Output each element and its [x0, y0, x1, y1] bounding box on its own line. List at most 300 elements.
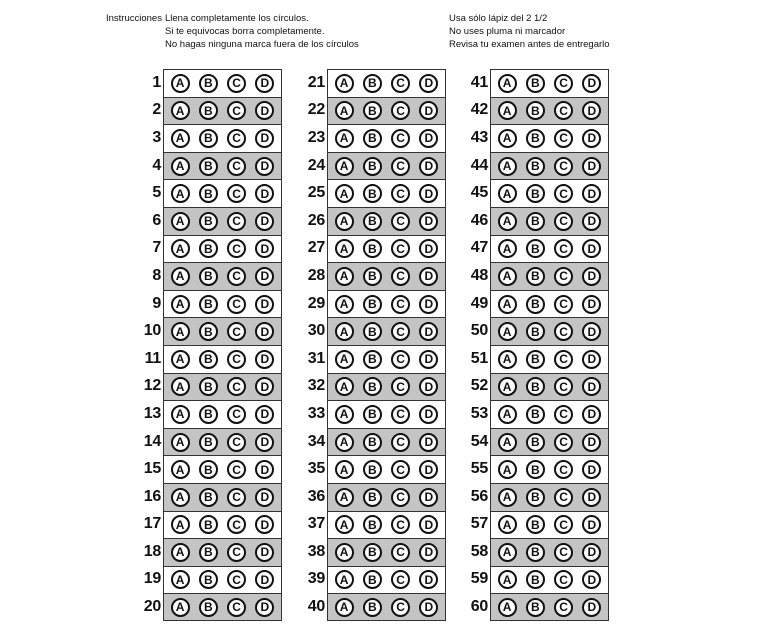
answer-bubble-c[interactable]: C	[554, 570, 573, 589]
answer-bubble-b[interactable]: B	[199, 157, 218, 176]
answer-bubble-c[interactable]: C	[227, 460, 246, 479]
answer-column-2	[296, 69, 446, 621]
answer-bubble-a[interactable]: A	[335, 74, 354, 93]
answer-bubble-d[interactable]: D	[582, 515, 601, 534]
answer-bubble-b[interactable]: B	[199, 433, 218, 452]
answer-bubble-a[interactable]: A	[171, 239, 190, 258]
answer-bubble-b[interactable]: B	[363, 460, 382, 479]
answer-box	[490, 69, 609, 97]
answer-bubble-c[interactable]: C	[554, 515, 573, 534]
answer-bubble-d[interactable]: D	[419, 322, 438, 341]
answer-bubble-c[interactable]: C	[554, 157, 573, 176]
answer-bubble-c[interactable]: C	[227, 433, 246, 452]
answer-bubble-b[interactable]: B	[199, 488, 218, 507]
answer-bubble-d[interactable]: D	[255, 129, 274, 148]
answer-box	[327, 345, 446, 373]
answer-bubble-b[interactable]: B	[526, 184, 545, 203]
answer-bubble-d[interactable]: D	[255, 157, 274, 176]
answer-bubble-d[interactable]: D	[255, 74, 274, 93]
question-row	[459, 262, 609, 290]
answer-bubble-a[interactable]: A	[498, 239, 517, 258]
question-number: 40	[307, 598, 325, 616]
answer-bubble-c[interactable]: C	[391, 322, 410, 341]
answer-bubble-d[interactable]: D	[255, 570, 274, 589]
answer-bubble-a[interactable]: A	[498, 460, 517, 479]
answer-bubble-a[interactable]: A	[498, 377, 517, 396]
answer-bubble-c[interactable]: C	[554, 488, 573, 507]
answer-bubble-c[interactable]: C	[227, 295, 246, 314]
answer-bubble-a[interactable]: A	[335, 570, 354, 589]
answer-bubble-c[interactable]: C	[554, 377, 573, 396]
question-row	[132, 235, 282, 263]
answer-bubble-a[interactable]: A	[335, 322, 354, 341]
question-number: 17	[143, 515, 161, 533]
question-number: 48	[470, 266, 488, 284]
question-number: 55	[470, 460, 488, 478]
answer-bubble-a[interactable]: A	[498, 598, 517, 617]
answer-bubble-b[interactable]: B	[526, 350, 545, 369]
answer-column-3	[459, 69, 609, 621]
question-row	[459, 483, 609, 511]
answer-bubble-b[interactable]: B	[363, 322, 382, 341]
question-row	[296, 152, 446, 180]
answer-bubble-c[interactable]: C	[391, 239, 410, 258]
answer-bubble-a[interactable]: A	[498, 74, 517, 93]
answer-bubble-d[interactable]: D	[582, 488, 601, 507]
answer-bubble-a[interactable]: A	[335, 184, 354, 203]
answer-bubble-d[interactable]: D	[255, 377, 274, 396]
answer-bubble-b[interactable]: B	[363, 405, 382, 424]
answer-bubble-b[interactable]: B	[526, 460, 545, 479]
answer-bubble-d[interactable]: D	[419, 460, 438, 479]
question-number: 31	[307, 349, 325, 367]
answer-bubble-b[interactable]: B	[199, 101, 218, 120]
question-row	[132, 428, 282, 456]
answer-bubble-b[interactable]: B	[526, 488, 545, 507]
answer-bubble-a[interactable]: A	[498, 350, 517, 369]
answer-bubble-d[interactable]: D	[419, 515, 438, 534]
answer-bubble-d[interactable]: D	[582, 570, 601, 589]
answer-bubble-c[interactable]: C	[391, 433, 410, 452]
answer-bubble-c[interactable]: C	[227, 405, 246, 424]
answer-bubble-d[interactable]: D	[255, 543, 274, 562]
question-number: 59	[470, 570, 488, 588]
answer-box	[163, 97, 282, 125]
answer-bubble-a[interactable]: A	[171, 377, 190, 396]
answer-bubble-a[interactable]: A	[171, 212, 190, 231]
answer-bubble-d[interactable]: D	[582, 405, 601, 424]
answer-bubble-c[interactable]: C	[554, 433, 573, 452]
answer-bubble-d[interactable]: D	[582, 350, 601, 369]
answer-bubble-d[interactable]: D	[255, 101, 274, 120]
answer-bubble-c[interactable]: C	[391, 101, 410, 120]
question-row	[459, 538, 609, 566]
answer-bubble-a[interactable]: A	[335, 543, 354, 562]
answer-bubble-d[interactable]: D	[419, 212, 438, 231]
answer-bubble-c[interactable]: C	[554, 267, 573, 286]
answer-bubble-b[interactable]: B	[363, 74, 382, 93]
question-number: 15	[143, 460, 161, 478]
answer-bubble-d[interactable]: D	[419, 101, 438, 120]
answer-bubble-c[interactable]: C	[554, 322, 573, 341]
answer-bubble-b[interactable]: B	[526, 377, 545, 396]
answer-bubble-a[interactable]: A	[498, 184, 517, 203]
answer-bubble-a[interactable]: A	[171, 101, 190, 120]
answer-bubble-d[interactable]: D	[255, 405, 274, 424]
answer-bubble-d[interactable]: D	[582, 129, 601, 148]
answer-bubble-a[interactable]: A	[335, 239, 354, 258]
answer-bubble-c[interactable]: C	[391, 598, 410, 617]
answer-bubble-d[interactable]: D	[255, 350, 274, 369]
answer-bubble-a[interactable]: A	[171, 350, 190, 369]
answer-bubble-c[interactable]: C	[227, 74, 246, 93]
question-row	[459, 317, 609, 345]
answer-bubble-a[interactable]: A	[335, 212, 354, 231]
answer-box	[163, 207, 282, 235]
answer-bubble-b[interactable]: B	[199, 267, 218, 286]
answer-bubble-d[interactable]: D	[419, 184, 438, 203]
answer-bubble-b[interactable]: B	[199, 405, 218, 424]
answer-bubble-c[interactable]: C	[227, 322, 246, 341]
answer-bubble-c[interactable]: C	[554, 598, 573, 617]
answer-bubble-a[interactable]: A	[498, 101, 517, 120]
answer-bubble-d[interactable]: D	[255, 488, 274, 507]
answer-bubble-c[interactable]: C	[554, 212, 573, 231]
answer-bubble-b[interactable]: B	[363, 267, 382, 286]
answer-bubble-c[interactable]: C	[227, 212, 246, 231]
answer-box	[163, 262, 282, 290]
answer-bubble-b[interactable]: B	[526, 157, 545, 176]
question-row	[459, 593, 609, 621]
answer-bubble-d[interactable]: D	[419, 129, 438, 148]
answer-bubble-d[interactable]: D	[582, 184, 601, 203]
answer-bubble-b[interactable]: B	[199, 515, 218, 534]
answer-bubble-d[interactable]: D	[419, 350, 438, 369]
answer-bubble-b[interactable]: B	[199, 350, 218, 369]
answer-bubble-d[interactable]: D	[419, 598, 438, 617]
answer-bubble-b[interactable]: B	[199, 74, 218, 93]
question-number: 42	[470, 101, 488, 119]
answer-bubble-c[interactable]: C	[227, 377, 246, 396]
answer-bubble-a[interactable]: A	[498, 515, 517, 534]
answer-bubble-a[interactable]: A	[171, 515, 190, 534]
answer-box	[327, 538, 446, 566]
answer-bubble-c[interactable]: C	[391, 543, 410, 562]
answer-bubble-b[interactable]: B	[363, 570, 382, 589]
answer-bubble-a[interactable]: A	[171, 460, 190, 479]
question-row	[296, 566, 446, 594]
answer-bubble-a[interactable]: A	[335, 598, 354, 617]
question-number: 43	[470, 128, 488, 146]
answer-bubble-d[interactable]: D	[582, 377, 601, 396]
answer-bubble-a[interactable]: A	[335, 377, 354, 396]
question-row	[296, 511, 446, 539]
answer-bubble-c[interactable]: C	[554, 129, 573, 148]
answer-bubble-d[interactable]: D	[582, 598, 601, 617]
answer-bubble-d[interactable]: D	[419, 543, 438, 562]
answer-bubble-a[interactable]: A	[498, 267, 517, 286]
answer-bubble-a[interactable]: A	[498, 129, 517, 148]
answer-bubble-c[interactable]: C	[554, 74, 573, 93]
answer-bubble-a[interactable]: A	[171, 488, 190, 507]
answer-box	[327, 373, 446, 401]
answer-bubble-a[interactable]: A	[498, 543, 517, 562]
answer-bubble-c[interactable]: C	[391, 460, 410, 479]
question-row	[459, 235, 609, 263]
answer-bubble-b[interactable]: B	[199, 598, 218, 617]
answer-bubble-b[interactable]: B	[199, 322, 218, 341]
answer-bubble-c[interactable]: C	[391, 212, 410, 231]
answer-bubble-b[interactable]: B	[526, 433, 545, 452]
answer-bubble-a[interactable]: A	[171, 184, 190, 203]
answer-bubble-b[interactable]: B	[363, 488, 382, 507]
answer-bubble-b[interactable]: B	[199, 239, 218, 258]
answer-box	[163, 124, 282, 152]
answer-bubble-a[interactable]: A	[335, 405, 354, 424]
answer-bubble-b[interactable]: B	[526, 129, 545, 148]
answer-bubble-d[interactable]: D	[255, 267, 274, 286]
answer-bubble-c[interactable]: C	[227, 350, 246, 369]
answer-bubble-d[interactable]: D	[582, 322, 601, 341]
answer-bubble-b[interactable]: B	[199, 377, 218, 396]
answer-bubble-a[interactable]: A	[335, 101, 354, 120]
answer-bubble-c[interactable]: C	[554, 460, 573, 479]
answer-bubble-d[interactable]: D	[582, 295, 601, 314]
answer-bubble-a[interactable]: A	[171, 405, 190, 424]
question-row	[296, 97, 446, 125]
answer-bubble-b[interactable]: B	[199, 129, 218, 148]
answer-bubble-c[interactable]: C	[554, 184, 573, 203]
answer-bubble-d[interactable]: D	[255, 322, 274, 341]
answer-bubble-d[interactable]: D	[255, 515, 274, 534]
answer-bubble-c[interactable]: C	[391, 515, 410, 534]
answer-bubble-b[interactable]: B	[199, 212, 218, 231]
answer-bubble-b[interactable]: B	[526, 295, 545, 314]
answer-bubble-c[interactable]: C	[391, 488, 410, 507]
answer-bubble-b[interactable]: B	[363, 101, 382, 120]
answer-bubble-a[interactable]: A	[498, 433, 517, 452]
question-row	[132, 69, 282, 97]
answer-bubble-c[interactable]: C	[227, 570, 246, 589]
answer-bubble-b[interactable]: B	[363, 433, 382, 452]
answer-bubble-a[interactable]: A	[171, 267, 190, 286]
answer-bubble-c[interactable]: C	[554, 350, 573, 369]
answer-box	[490, 290, 609, 318]
answer-bubble-c[interactable]: C	[227, 129, 246, 148]
instruction-line: Llena completamente los círculos.	[165, 13, 309, 24]
answer-bubble-b[interactable]: B	[363, 157, 382, 176]
answer-bubble-c[interactable]: C	[391, 157, 410, 176]
answer-bubble-a[interactable]: A	[171, 157, 190, 176]
answer-bubble-c[interactable]: C	[554, 405, 573, 424]
answer-box	[490, 152, 609, 180]
answer-bubble-b[interactable]: B	[199, 570, 218, 589]
answer-bubble-b[interactable]: B	[363, 239, 382, 258]
answer-bubble-b[interactable]: B	[526, 239, 545, 258]
answer-bubble-a[interactable]: A	[335, 295, 354, 314]
answer-bubble-b[interactable]: B	[526, 101, 545, 120]
question-row	[296, 538, 446, 566]
answer-box	[490, 124, 609, 152]
answer-box	[163, 538, 282, 566]
answer-bubble-d[interactable]: D	[582, 239, 601, 258]
answer-box	[327, 152, 446, 180]
answer-bubble-b[interactable]: B	[526, 515, 545, 534]
answer-bubble-b[interactable]: B	[363, 377, 382, 396]
question-row	[132, 345, 282, 373]
answer-bubble-a[interactable]: A	[335, 433, 354, 452]
answer-bubble-d[interactable]: D	[419, 377, 438, 396]
answer-bubble-d[interactable]: D	[419, 74, 438, 93]
answer-bubble-b[interactable]: B	[363, 129, 382, 148]
answer-bubble-d[interactable]: D	[255, 184, 274, 203]
answer-bubble-a[interactable]: A	[171, 570, 190, 589]
answer-bubble-a[interactable]: A	[498, 212, 517, 231]
question-number: 6	[152, 211, 161, 229]
answer-bubble-a[interactable]: A	[335, 515, 354, 534]
answer-bubble-d[interactable]: D	[582, 101, 601, 120]
answer-bubble-a[interactable]: A	[171, 129, 190, 148]
answer-bubble-a[interactable]: A	[498, 157, 517, 176]
answer-bubble-c[interactable]: C	[227, 267, 246, 286]
answer-bubble-a[interactable]: A	[171, 295, 190, 314]
answer-bubble-c[interactable]: C	[391, 267, 410, 286]
answer-bubble-c[interactable]: C	[227, 157, 246, 176]
answer-bubble-d[interactable]: D	[419, 239, 438, 258]
answer-bubble-d[interactable]: D	[582, 543, 601, 562]
question-row	[459, 566, 609, 594]
answer-bubble-d[interactable]: D	[582, 433, 601, 452]
question-number: 3	[152, 128, 161, 146]
answer-bubble-d[interactable]: D	[419, 405, 438, 424]
answer-bubble-b[interactable]: B	[199, 295, 218, 314]
answer-bubble-b[interactable]: B	[526, 570, 545, 589]
question-number: 27	[307, 239, 325, 257]
answer-box	[163, 179, 282, 207]
answer-bubble-b[interactable]: B	[363, 295, 382, 314]
answer-bubble-b[interactable]: B	[363, 184, 382, 203]
answer-bubble-b[interactable]: B	[363, 515, 382, 534]
answer-bubble-b[interactable]: B	[363, 543, 382, 562]
answer-bubble-d[interactable]: D	[255, 598, 274, 617]
question-row	[459, 179, 609, 207]
answer-bubble-d[interactable]: D	[419, 295, 438, 314]
answer-bubble-c[interactable]: C	[227, 598, 246, 617]
answer-bubble-a[interactable]: A	[171, 598, 190, 617]
answer-bubble-d[interactable]: D	[582, 267, 601, 286]
answer-bubble-c[interactable]: C	[391, 405, 410, 424]
answer-bubble-c[interactable]: C	[391, 74, 410, 93]
answer-box	[327, 97, 446, 125]
question-row	[296, 373, 446, 401]
answer-bubble-b[interactable]: B	[526, 598, 545, 617]
answer-bubble-a[interactable]: A	[335, 157, 354, 176]
answer-bubble-c[interactable]: C	[227, 488, 246, 507]
answer-bubble-c[interactable]: C	[227, 515, 246, 534]
answer-box	[327, 455, 446, 483]
answer-bubble-c[interactable]: C	[227, 184, 246, 203]
answer-box	[163, 290, 282, 318]
answer-bubble-a[interactable]: A	[498, 322, 517, 341]
question-row	[296, 124, 446, 152]
answer-bubble-a[interactable]: A	[171, 74, 190, 93]
answer-bubble-c[interactable]: C	[391, 570, 410, 589]
answer-bubble-b[interactable]: B	[526, 267, 545, 286]
question-row	[296, 400, 446, 428]
answer-bubble-a[interactable]: A	[498, 405, 517, 424]
answer-bubble-a[interactable]: A	[498, 488, 517, 507]
answer-bubble-b[interactable]: B	[526, 74, 545, 93]
answer-bubble-c[interactable]: C	[227, 239, 246, 258]
answer-bubble-c[interactable]: C	[554, 543, 573, 562]
answer-bubble-c[interactable]: C	[391, 350, 410, 369]
question-number: 9	[152, 294, 161, 312]
answer-bubble-a[interactable]: A	[335, 460, 354, 479]
question-number: 11	[144, 349, 161, 367]
question-number: 7	[152, 239, 161, 257]
answer-bubble-c[interactable]: C	[227, 101, 246, 120]
answer-bubble-d[interactable]: D	[419, 433, 438, 452]
answer-bubble-c[interactable]: C	[554, 101, 573, 120]
answer-bubble-d[interactable]: D	[255, 212, 274, 231]
answer-bubble-a[interactable]: A	[335, 488, 354, 507]
answer-bubble-a[interactable]: A	[498, 295, 517, 314]
answer-bubble-b[interactable]: B	[199, 184, 218, 203]
answer-box	[163, 566, 282, 594]
answer-bubble-b[interactable]: B	[199, 543, 218, 562]
answer-bubble-d[interactable]: D	[255, 433, 274, 452]
answer-bubble-d[interactable]: D	[255, 460, 274, 479]
answer-bubble-a[interactable]: A	[171, 433, 190, 452]
answer-bubble-d[interactable]: D	[419, 488, 438, 507]
answer-bubble-c[interactable]: C	[391, 184, 410, 203]
answer-bubble-b[interactable]: B	[526, 212, 545, 231]
answer-bubble-b[interactable]: B	[199, 460, 218, 479]
answer-bubble-d[interactable]: D	[582, 212, 601, 231]
answer-bubble-b[interactable]: B	[363, 212, 382, 231]
question-row	[459, 373, 609, 401]
answer-bubble-a[interactable]: A	[335, 267, 354, 286]
question-number: 20	[143, 598, 161, 616]
answer-bubble-a[interactable]: A	[171, 543, 190, 562]
answer-bubble-a[interactable]: A	[335, 350, 354, 369]
answer-bubble-b[interactable]: B	[526, 322, 545, 341]
answer-bubble-d[interactable]: D	[419, 267, 438, 286]
answer-bubble-a[interactable]: A	[171, 322, 190, 341]
answer-bubble-c[interactable]: C	[391, 295, 410, 314]
answer-bubble-b[interactable]: B	[526, 543, 545, 562]
answer-bubble-c[interactable]: C	[227, 543, 246, 562]
answer-bubble-c[interactable]: C	[554, 295, 573, 314]
answer-bubble-d[interactable]: D	[582, 460, 601, 479]
question-number: 49	[470, 294, 488, 312]
answer-bubble-d[interactable]: D	[255, 295, 274, 314]
answer-bubble-d[interactable]: D	[419, 157, 438, 176]
answer-bubble-c[interactable]: C	[391, 129, 410, 148]
answer-bubble-a[interactable]: A	[335, 129, 354, 148]
answer-box	[490, 345, 609, 373]
answer-bubble-c[interactable]: C	[554, 239, 573, 258]
answer-bubble-d[interactable]: D	[419, 570, 438, 589]
answer-bubble-c[interactable]: C	[391, 377, 410, 396]
answer-bubble-d[interactable]: D	[255, 239, 274, 258]
answer-bubble-b[interactable]: B	[363, 350, 382, 369]
answer-bubble-d[interactable]: D	[582, 74, 601, 93]
answer-bubble-d[interactable]: D	[582, 157, 601, 176]
answer-bubble-a[interactable]: A	[498, 570, 517, 589]
answer-bubble-b[interactable]: B	[526, 405, 545, 424]
answer-bubble-b[interactable]: B	[363, 598, 382, 617]
